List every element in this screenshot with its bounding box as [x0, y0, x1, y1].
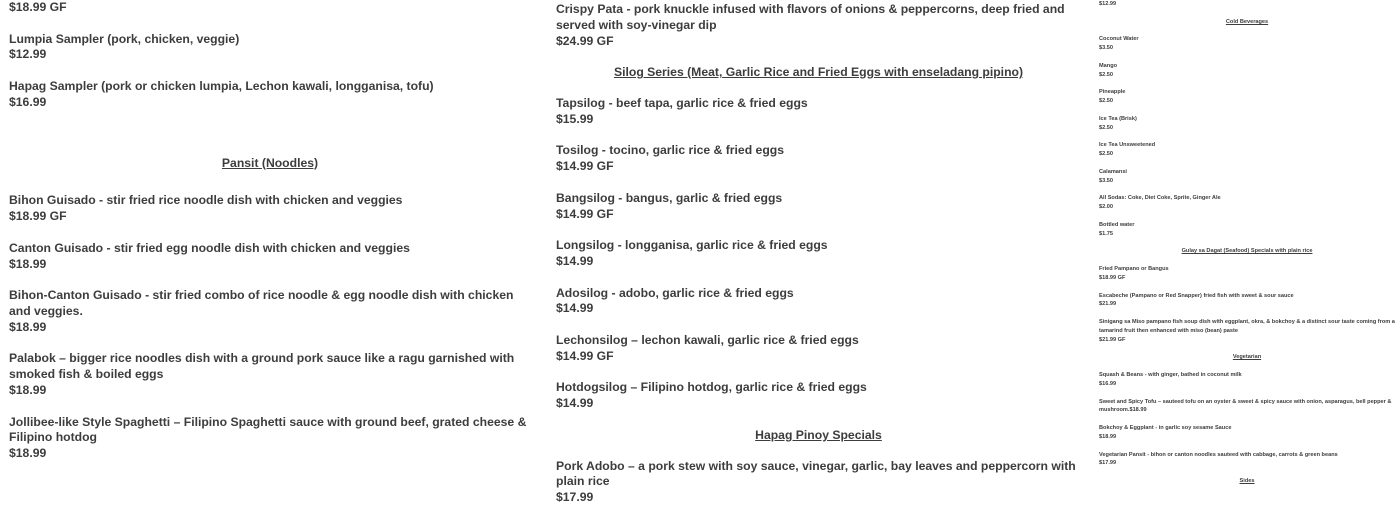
menu-item [1099, 35, 1395, 53]
menu-item-price: $14.99 [556, 301, 594, 316]
menu-item [9, 241, 531, 273]
menu-item-name: Bangsilog - bangus, garlic & fried eggs [556, 190, 783, 205]
menu-item-price: $14.99 GF [556, 206, 614, 221]
menu-item [1099, 398, 1395, 416]
section-heading: Hapag Pinoy Specials [755, 427, 882, 442]
menu-item [9, 193, 531, 225]
menu-item-name: Hapag Sampler (pork or chicken lumpia, Lechon kawali, longganisa, tofu) [9, 78, 434, 93]
menu-item [9, 32, 531, 64]
menu-item-name: Bihon-Canton Guisado - stir fried combo of rice noodle & egg noodle dish with chicken and veggies. [9, 288, 514, 318]
menu-item-name: Squash & Beans - with ginger, bathed in coconut milk [1099, 372, 1242, 379]
menu-item-price: $18.99 [1099, 433, 1117, 440]
menu-item [1099, 62, 1395, 80]
menu-item [556, 96, 1081, 128]
menu-item-name: Adosilog - adobo, garlic rice & fried eggs [556, 285, 794, 300]
menu-item-name: Canton Guisado - stir fried egg noodle dish with chicken and veggies [9, 240, 410, 255]
menu-item-price: $2.50 [1099, 98, 1113, 105]
menu-item-name: Ice Tea Unsweetened [1099, 142, 1156, 149]
menu-item-name: Lechonsilog – lechon kawali, garlic rice & fried eggs [556, 332, 859, 347]
menu-item [556, 143, 1081, 175]
menu-item-price: $1.75 [1099, 230, 1113, 237]
menu-item-price: $2.50 [1099, 124, 1113, 131]
menu-item-price: $12.99 [1099, 1, 1117, 7]
section-heading: Gulay sa Dagat (Seafood) Specials with plain rice [1181, 248, 1313, 255]
menu-item-price: $12.99 [9, 47, 47, 62]
menu-item [1099, 194, 1395, 212]
menu-item-name: Tapsilog - beef tapa, garlic rice & fried eggs [556, 95, 808, 110]
menu-item-price: $2.00 [1099, 204, 1113, 211]
menu-item-name: Lumpia Sampler (pork, chicken, veggie) [9, 31, 240, 46]
menu-item-name: Palabok – bigger rice noodles dish with a ground pork sauce like a ragu garnished with smoked fish & boiled eggs [9, 351, 515, 382]
menu-item-name: Coconut Water [1099, 36, 1139, 43]
menu-item-name: All Sodas: Coke, Diet Coke, Sprite, Ginger Ale [1099, 195, 1221, 202]
menu-item-name: Ice Tea (Brisk) [1099, 115, 1137, 122]
menu-item-price: $18.99 [9, 319, 47, 334]
menu-item-price: $17.99 [1099, 460, 1117, 467]
menu-item-price: $18.99 GF [1099, 274, 1126, 281]
menu-item-price: $17.99 [556, 490, 594, 505]
menu-item-price: $18.99 [9, 446, 47, 461]
menu-item [1099, 371, 1395, 389]
menu-item [556, 238, 1081, 270]
menu-item [9, 415, 531, 462]
menu-item-name: Tosilog - tocino, garlic rice & fried eggs [556, 143, 784, 158]
menu-item-name: Sinigang sa Miso pampano fish soup dish with eggplant, okra, & bokchoy & a distinct sour taste coming from a tamarind fruit then enhanced with miso (bean) paste [1099, 319, 1395, 334]
menu-item-price: $14.99 GF [556, 159, 614, 174]
menu-item [556, 286, 1081, 318]
menu-item-price: $18.99 GF [9, 0, 67, 14]
menu-item [1099, 265, 1395, 283]
menu-item [1099, 0, 1395, 9]
menu-item-name: Calamansi [1099, 168, 1127, 175]
menu-item-name: Hotdogsilog – Filipino hotdog, garlic rice & fried eggs [556, 380, 867, 395]
menu-item-price: $18.99 [9, 256, 47, 271]
menu-item [556, 2, 1081, 49]
menu-item [1099, 292, 1395, 310]
menu-item [9, 288, 531, 335]
menu-item [1099, 141, 1395, 159]
menu-item-name: Vegetarian Pansit - bihon or canton noodles sauteed with cabbage, carrots & green beans [1099, 451, 1338, 458]
menu-item-price: $14.99 GF [556, 348, 614, 363]
menu-item [556, 380, 1081, 412]
menu-item [1099, 221, 1395, 239]
menu-item [1099, 318, 1395, 344]
menu-item-price: $18.99 [9, 382, 47, 397]
section-heading: Cold Beverages [1225, 18, 1269, 25]
section-heading: Sides [1239, 478, 1255, 485]
menu-item-price: $3.50 [1099, 45, 1113, 52]
menu-item-price: $14.99 [556, 396, 594, 411]
menu-item-name: Bokchoy & Eggplant - in garlic soy sesame Sauce [1099, 425, 1232, 432]
menu-item-price: $3.50 [1099, 177, 1113, 184]
menu-item-price: $18.99 GF [9, 209, 67, 224]
menu-item-price: $15.99 [556, 111, 594, 126]
section-heading: Silog Series (Meat, Garlic Rice and Fried Eggs with enseladang pipino) [613, 65, 1024, 80]
menu-item [1099, 424, 1395, 442]
menu-column-middle [556, 2, 1081, 522]
menu-item-name: Bihon Guisado - stir fried rice noodle dish with chicken and veggies [9, 193, 403, 208]
section-heading: Pansit (Noodles) [221, 155, 319, 170]
menu-item [1099, 168, 1395, 186]
menu-item [9, 351, 531, 398]
menu-item [9, 79, 531, 111]
menu-item [1099, 451, 1395, 469]
menu-item-price: $14.99 [556, 253, 594, 268]
menu-item [556, 459, 1081, 506]
menu-item [556, 333, 1081, 365]
menu-item-price: $2.50 [1099, 151, 1113, 158]
menu-item-name: Crispy Pata - pork knuckle infused with flavors of onions & peppercorns, deep fried and served with soy-vinegar dip [556, 2, 1065, 32]
menu-item-price: $16.99 [1099, 381, 1117, 387]
menu-item [9, 0, 531, 16]
menu-column-right [1099, 0, 1395, 495]
section-heading: Vegetarian [1232, 354, 1262, 361]
menu-item-name: Bottled water [1099, 221, 1135, 228]
menu-item-name: Mango [1099, 62, 1118, 69]
menu-item [1099, 88, 1395, 106]
menu-item-name: Sweet and Spicy Tofu – sauteed tofu on an oyster & sweet & spicy sauce with onion, asparagus, bell pepper & mushroom.$18.99 [1099, 398, 1392, 414]
menu-item-name: Fried Pampano or Bangus [1099, 266, 1169, 273]
menu-column-left [9, 0, 531, 478]
menu-item-price: $16.99 [9, 94, 47, 109]
menu-item-price: $21.99 [1099, 301, 1117, 308]
menu-item-name: Pineapple [1099, 89, 1126, 96]
menu-item-price: $24.99 GF [556, 33, 614, 48]
menu-item-price: $21.99 GF [1099, 336, 1126, 343]
menu-item-price: $2.50 [1099, 71, 1113, 78]
menu-item-name: Escabeche (Pampano or Red Snapper) fried fish with sweet & sour sauce [1099, 292, 1294, 299]
menu-item-name: Jollibee-like Style Spaghetti – Filipino Spaghetti sauce with ground beef, grated cheese & Filipino hotdog [9, 414, 527, 445]
menu-item [1099, 115, 1395, 133]
menu-item [556, 191, 1081, 223]
menu-item-name: Longsilog - longganisa, garlic rice & fried eggs [556, 238, 828, 253]
menu-item-name: Pork Adobo – a pork stew with soy sauce, vinegar, garlic, bay leaves and peppercorn with plain rice [556, 458, 1076, 489]
